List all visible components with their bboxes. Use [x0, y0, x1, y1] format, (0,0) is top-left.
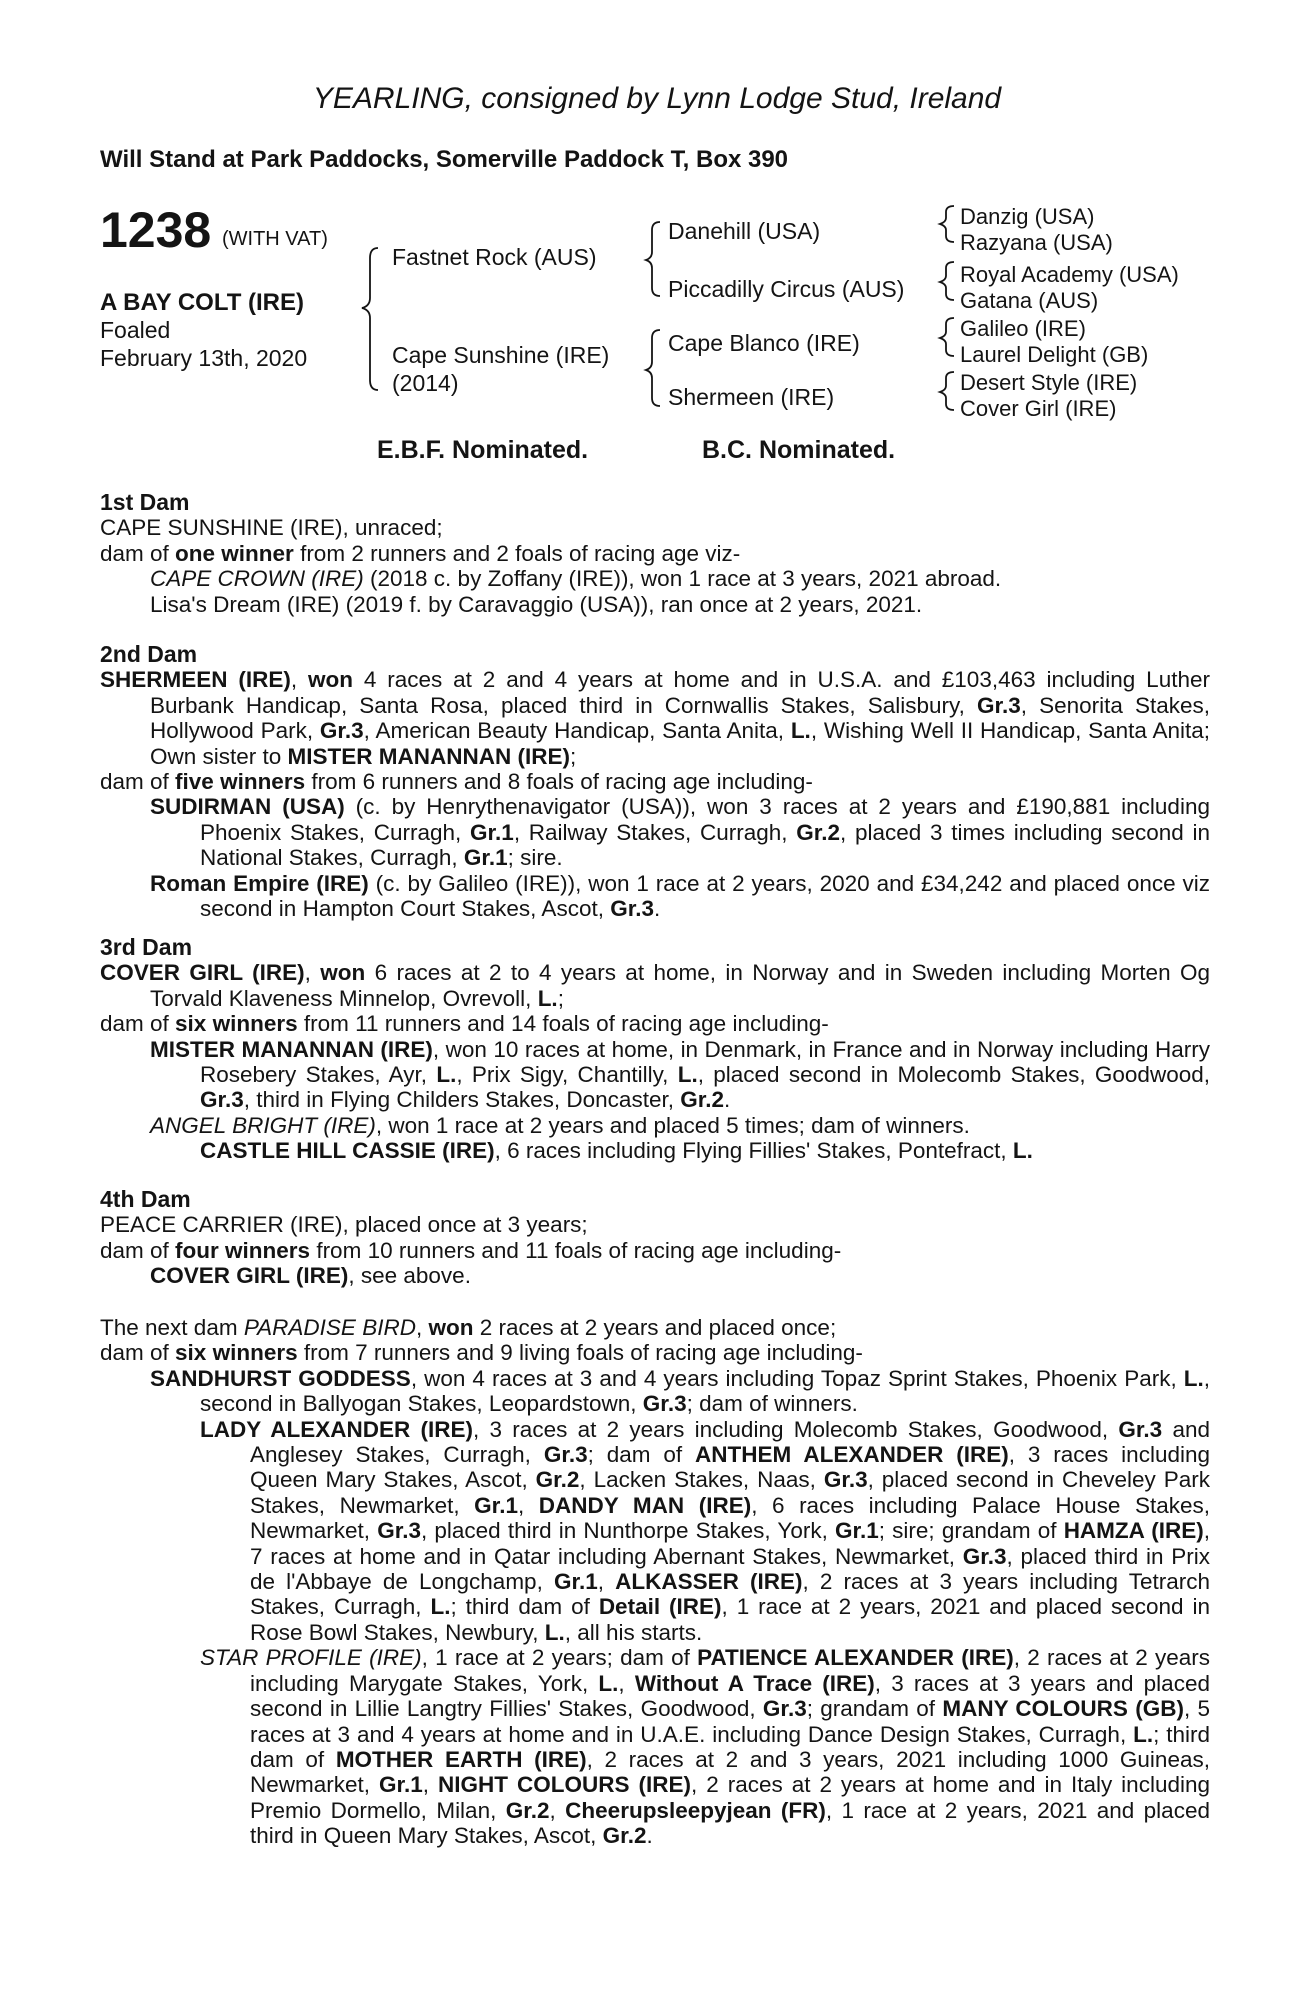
second-dam-heading: 2nd Dam [100, 641, 198, 667]
third-dam-foal-mister-manannan: MISTER MANANNAN (IRE), won 10 races at home, in Denmark, in France and in Norway including Harry Rosebery Stakes, Ayr, L., Prix Sigy, Chantilly, L., placed second in Molecomb Stakes, Goodwood, Gr.3, third in Flying Childers Stakes, Doncaster, Gr.2. [150, 1036, 1210, 1113]
first-dam-foal-2: Lisa's Dream (IRE) (2019 f. by Caravaggio (USA)), ran once at 2 years, 2021. [150, 591, 923, 617]
next-dam-grandfoal-lady-alexander: LADY ALEXANDER (IRE), 3 races at 2 years including Molecomb Stakes, Goodwood, Gr.3 and Anglesey Stakes, Curragh, Gr.3; dam of ANTHEM ALEXANDER (IRE), 3 races including Queen Mary Stakes, Ascot, Gr.2, Lacken Stakes, Naas, Gr.3, placed second in Cheveley Park Stakes, Newmarket, Gr.1, DANDY MAN (IRE), 6 races including Palace House Stakes, Newmarket, Gr.3, placed third in Nunthorpe Stakes, York, Gr.1; sire; grandam of HAMZA (IRE), 7 races at home and in Qatar including Abernant Stakes, Newmarket, Gr.3, placed third in Prix de l'Abbaye de Longchamp, Gr.1, ALKASSER (IRE), 2 races at 3 years including Tetrarch Stakes, Curragh, L.; third dam of Detail (IRE), 1 race at 2 years, 2021 and placed second in Rose Bowl Stakes, Newbury, L., all his starts. [200, 1416, 1211, 1645]
pedigree-gen3-4: Gatana (AUS) [960, 288, 1099, 313]
lot-description: A BAY COLT (IRE) [100, 289, 305, 316]
second-dam-foal-sudirman: SUDIRMAN (USA) (c. by Henrythenavigator (USA)), won 3 races at 2 years and £190,881 including Phoenix Stakes, Curragh, Gr.1, Railway Stakes, Curragh, Gr.2, placed 3 times including second in National Stakes, Curragh, Gr.1; sire. [150, 794, 1211, 871]
next-dam-grandfoal-star-profile: STAR PROFILE (IRE), 1 race at 2 years; dam of PATIENCE ALEXANDER (IRE), 2 races at 2 years including Marygate Stakes, York, L., Without A Trace (IRE), 3 races at 3 years and placed second in Lillie Langtry Fillies' Stakes, Goodwood, Gr.3; grandam of MANY COLOURS (GB), 5 races at 3 and 4 years at home and in U.A.E. including Dance Design Stakes, Curragh, L.; third dam of MOTHER EARTH (IRE), 2 races at 2 and 3 years, 2021 including 1000 Guineas, Newmarket, Gr.1, NIGHT COLOURS (IRE), 2 races at 2 years at home and in Italy including Premio Dormello, Milan, Gr.2, Cheerupsleepyjean (FR), 1 race at 2 years, 2021 and placed third in Queen Mary Stakes, Ascot, Gr.2. [200, 1645, 1211, 1849]
fourth-dam-produce: dam of four winners from 10 runners and 11 foals of racing age including- [100, 1237, 842, 1263]
next-dam-produce: dam of six winners from 7 runners and 9 living foals of racing age including- [100, 1340, 863, 1366]
second-dam-section [100, 642, 1210, 921]
third-dam-heading: 3rd Dam [100, 934, 193, 960]
consignor-line: YEARLING, consigned by Lynn Lodge Stud, Ireland [312, 82, 1002, 115]
foaled-label: Foaled [100, 317, 171, 343]
next-dam-section [100, 1315, 1210, 1849]
pedigree-gen3-2: Razyana (USA) [960, 230, 1113, 255]
first-dam-heading: 1st Dam [100, 489, 190, 515]
pedigree-gen3-5: Galileo (IRE) [960, 316, 1086, 341]
vat-note: (WITH VAT) [222, 228, 328, 250]
pedigree-gen3-1: Danzig (USA) [960, 204, 1095, 229]
first-dam-foal-1: CAPE CROWN (IRE) (2018 c. by Zoffany (IRE)), won 1 race at 3 years, 2021 abroad. [150, 566, 1002, 592]
pedigree-dam: Cape Sunshine (IRE) [392, 342, 610, 368]
next-dam-name: The next dam PARADISE BIRD, won 2 races at 2 years and placed once; [100, 1315, 837, 1340]
pedigree-sire: Fastnet Rock (AUS) [392, 244, 597, 270]
first-dam-name: CAPE SUNSHINE (IRE), unraced; [100, 515, 443, 541]
pedigree-gen3-3: Royal Academy (USA) [960, 262, 1179, 287]
third-dam-record: COVER GIRL (IRE), won 6 races at 2 to 4 years at home, in Norway and in Sweden including Morten Og Torvald Klaveness Minnelop, Ovrevoll, L.; [100, 960, 1210, 1011]
pedigree-sire-dam: Piccadilly Circus (AUS) [668, 276, 905, 302]
pedigree-gen3-6: Laurel Delight (GB) [960, 342, 1149, 367]
fourth-dam-foal-cover-girl: COVER GIRL (IRE), see above. [150, 1263, 471, 1289]
fourth-dam-heading: 4th Dam [100, 1186, 191, 1212]
second-dam-record: SHERMEEN (IRE), won 4 races at 2 and 4 years at home and in U.S.A. and £103,463 including Luther Burbank Handicap, Santa Rosa, placed third in Cornwallis Stakes, Salisbury, Gr.3, Senorita Stakes, Hollywood Park, Gr.3, American Beauty Handicap, Santa Anita, L., Wishing Well II Handicap, Santa Anita; Own sister to MISTER MANANNAN (IRE); [100, 667, 1210, 769]
first-dam-produce: dam of one winner from 2 runners and 2 foals of racing age viz- [100, 540, 741, 566]
third-dam-foal-angel-bright: ANGEL BRIGHT (IRE), won 1 race at 2 years and placed 5 times; dam of winners. [150, 1112, 970, 1138]
first-dam-section [100, 490, 1210, 617]
stand-location: Will Stand at Park Paddocks, Somerville Paddock T, Box 390 [100, 146, 789, 173]
next-dam-foal-sandhurst-goddess: SANDHURST GODDESS, won 4 races at 3 and 4 years including Topaz Sprint Stakes, Phoenix Park, L., second in Ballyogan Stakes, Leopardstown, Gr.3; dam of winners. [150, 1365, 1211, 1417]
pedigree-dam-dam: Shermeen (IRE) [668, 384, 835, 410]
third-dam-section [100, 935, 1210, 1164]
pedigree-gen3-8: Cover Girl (IRE) [960, 396, 1117, 421]
fourth-dam-section [100, 1187, 1210, 1289]
pedigree-dam-sire: Cape Blanco (IRE) [668, 330, 860, 356]
second-dam-produce: dam of five winners from 6 runners and 8 foals of racing age including- [100, 769, 813, 795]
third-dam-grandfoal-castle-hill-cassie: CASTLE HILL CASSIE (IRE), 6 races including Flying Fillies' Stakes, Pontefract, L. [200, 1138, 1033, 1164]
ebf-nomination: E.B.F. Nominated. [377, 436, 589, 464]
pedigree-sire-sire: Danehill (USA) [668, 218, 821, 244]
bc-nomination: B.C. Nominated. [702, 436, 896, 464]
lot-number: 1238 [100, 202, 212, 258]
pedigree-gen3-7: Desert Style (IRE) [960, 370, 1138, 395]
fourth-dam-name: PEACE CARRIER (IRE), placed once at 3 years; [100, 1212, 588, 1238]
second-dam-foal-roman-empire: Roman Empire (IRE) (c. by Galileo (IRE)), won 1 race at 2 years, 2020 and £34,242 and placed once viz second in Hampton Court Stakes, Ascot, Gr.3. [150, 870, 1211, 922]
third-dam-produce: dam of six winners from 11 runners and 14 foals of racing age including- [100, 1011, 829, 1037]
foaled-date: February 13th, 2020 [100, 345, 308, 371]
pedigree-dam-year: (2014) [392, 370, 459, 396]
